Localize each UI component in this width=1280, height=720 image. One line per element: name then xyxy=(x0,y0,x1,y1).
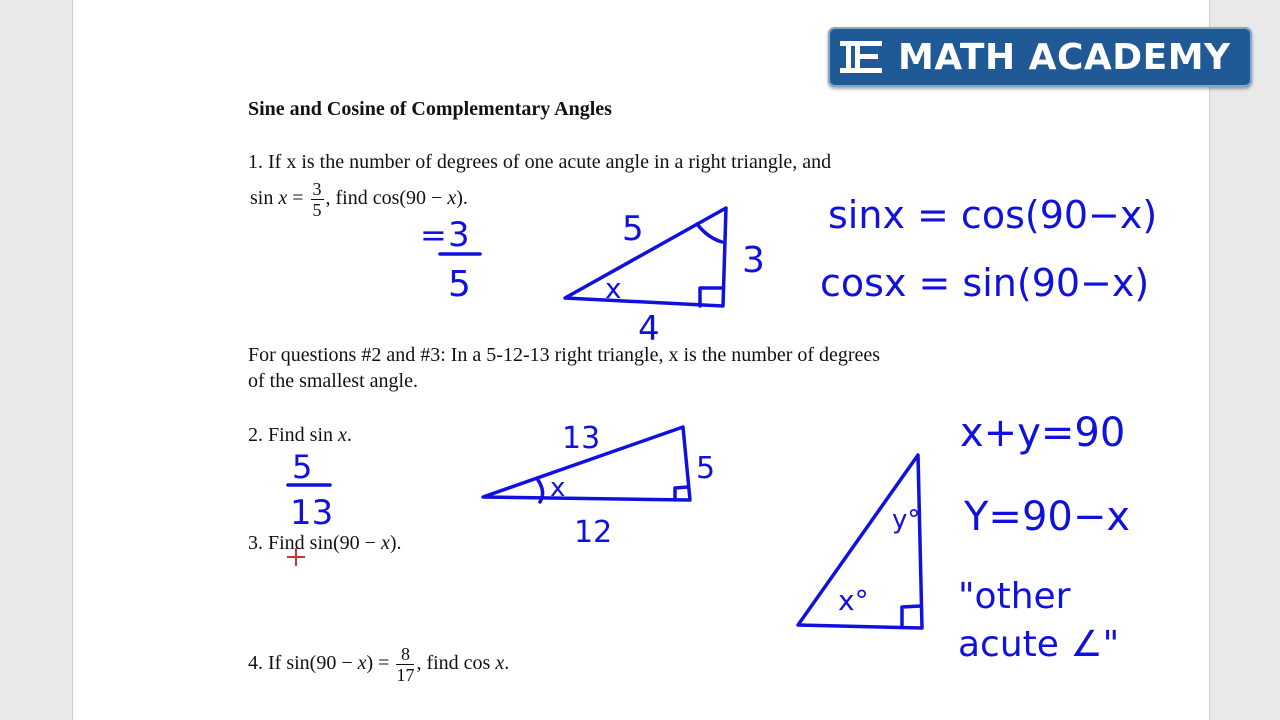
q2-x: x xyxy=(338,424,347,446)
identity-sine: sinx = cos(90−x) xyxy=(828,193,1158,237)
note-sum: x+y=90 xyxy=(960,410,1126,456)
q4-find: , find cos xyxy=(416,652,491,675)
identity-cosine: cosx = sin(90−x) xyxy=(820,261,1150,305)
math-academy-badge xyxy=(828,27,1252,87)
q1-frac-num: 3 xyxy=(312,179,322,199)
triangle-3-x-angle-label: x° xyxy=(838,584,869,617)
triangle-1-opposite-label: 3 xyxy=(742,240,765,281)
questions-2-3-intro-line-2: of the smallest angle. xyxy=(248,370,418,392)
answer-1-denominator: 5 xyxy=(448,264,471,305)
note-other: "other xyxy=(958,576,1071,617)
answer-2-numerator: 5 xyxy=(292,448,313,486)
crosshair-cursor-icon xyxy=(287,548,305,566)
q1-find: , find cos(90 − xyxy=(325,187,443,210)
note-acute-angle: acute ∠" xyxy=(958,624,1120,665)
q3-text: 3. Find sin(90 − xyxy=(248,532,381,554)
q2-text: 2. Find sin xyxy=(248,424,334,446)
q4-equals: ) = xyxy=(366,652,390,675)
q1-fraction xyxy=(311,180,324,219)
q2-tail: . xyxy=(346,424,352,446)
q4-frac-den: 17 xyxy=(396,665,415,685)
triangle-1-hypotenuse-label: 5 xyxy=(622,209,644,249)
brand-name: MATH ACADEMY xyxy=(898,37,1231,78)
q4-frac-num: 8 xyxy=(396,645,414,665)
triangle-2-angle-label: x xyxy=(550,473,566,503)
question-3 xyxy=(248,532,402,555)
question-1-line-2 xyxy=(250,180,468,219)
q4-text: 4. If sin(90 − xyxy=(248,652,358,675)
answer-1-equals: = xyxy=(420,216,447,254)
q1-frac-den: 5 xyxy=(312,200,322,220)
question-2 xyxy=(248,424,352,447)
triangle-3-y-angle-label: y° xyxy=(892,505,921,535)
q4-x: x xyxy=(357,652,367,675)
q1-tail: ). xyxy=(456,187,468,210)
answer-2-denominator: 13 xyxy=(290,493,334,533)
note-y-equals: Y=90−x xyxy=(964,494,1131,540)
answer-1-numerator: 3 xyxy=(448,215,470,255)
q1-sin: sin xyxy=(250,187,274,210)
triangle-1-angle-label: x xyxy=(605,272,622,305)
questions-2-3-intro-line-1: For questions #2 and #3: In a 5-12-13 right triangle, x is the number of degrees xyxy=(248,344,881,366)
worksheet-title: Sine and Cosine of Complementary Angles xyxy=(248,98,612,120)
math-academy-logo-icon xyxy=(840,41,882,73)
q1-x2: x xyxy=(447,187,457,210)
triangle-1-adjacent-label: 4 xyxy=(638,309,660,349)
q4-fraction xyxy=(396,645,414,684)
q1-equals: = xyxy=(292,187,304,210)
q3-tail: ). xyxy=(389,532,402,554)
q1-x: x xyxy=(278,187,288,210)
question-1-line-1: 1. If x is the number of degrees of one acute angle in a right triangle, and xyxy=(248,151,832,173)
triangle-2-hypotenuse-label: 13 xyxy=(562,421,601,456)
q4-x2: x xyxy=(495,652,505,675)
triangle-2-adjacent-label: 12 xyxy=(574,515,613,550)
question-4 xyxy=(248,645,509,684)
q3-x: x xyxy=(380,532,390,554)
q4-tail: . xyxy=(504,652,510,675)
triangle-2-opposite-label: 5 xyxy=(696,451,716,486)
